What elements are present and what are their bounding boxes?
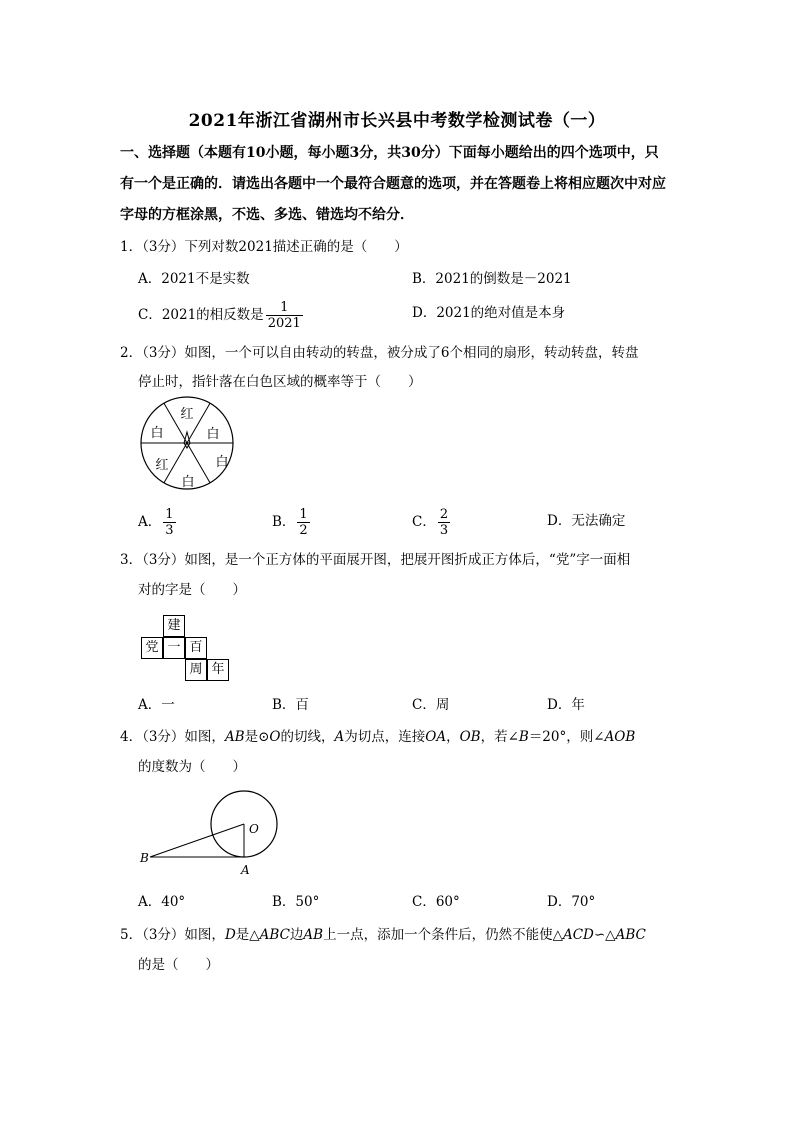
fraction [163, 507, 175, 538]
question-3-option-a: A．一 [138, 697, 175, 713]
question-2-option-b [272, 507, 310, 538]
var-b: B [518, 729, 529, 745]
question-4-stem-line-2: 的度数为（ ） [138, 759, 246, 775]
var-oa: OA [425, 729, 447, 745]
text: 4．（3分）如图， [120, 729, 225, 745]
text: 上一点，添加一个条件后，仍然不能使△ [323, 927, 563, 943]
fraction [266, 300, 303, 331]
net-cell-jian: 建 [163, 615, 185, 637]
section-heading-line-3: 字母的方框涂黑，不选、多选、错选均不给分． [120, 207, 414, 223]
text: ∽△ [593, 927, 616, 943]
question-1-option-a: A．2021不是实数 [138, 271, 250, 287]
fraction-numerator: 1 [165, 507, 174, 522]
point-label-o: O [249, 822, 259, 836]
question-3-option-d: D．年 [547, 697, 585, 713]
var-aob: AOB [604, 729, 636, 745]
net-cell-yi: 一 [163, 637, 185, 659]
question-3-stem-line-1: 3．（3分）如图，是一个正方体的平面展开图，把展开图折成正方体后，“党”字一面相 [120, 552, 631, 568]
question-1-option-c [138, 300, 303, 331]
question-3-stem-line-2: 对的字是（ ） [138, 582, 246, 598]
text: 的切线， [280, 729, 335, 745]
question-1-stem: 1．（3分）下列对数2021描述正确的是（ ） [120, 239, 408, 255]
cube-net-figure [141, 615, 231, 681]
spinner-figure [134, 396, 244, 496]
question-1-option-c-text: C．2021的相反数是 [138, 307, 264, 323]
fraction-denominator: 3 [165, 523, 174, 538]
question-5-stem-line-2: 的是（ ） [138, 957, 219, 973]
option-label: A． [138, 514, 162, 530]
net-cell-zhou: 周 [185, 659, 207, 681]
var-ab: AB [224, 729, 245, 745]
sector-bottom: 白 [181, 475, 195, 490]
question-3-option-b: B．百 [272, 697, 309, 713]
text: ， [446, 729, 460, 745]
fraction-denominator: 3 [439, 523, 449, 538]
fraction [297, 507, 309, 538]
text: 边 [289, 927, 304, 943]
question-5-stem-line-1 [120, 921, 680, 950]
net-cell-nian: 年 [207, 659, 229, 681]
sector-upper-right: 白 [206, 427, 220, 442]
var-o: O [269, 729, 281, 745]
question-4-option-a: A．40° [138, 894, 186, 910]
question-2-option-d: D．无法确定 [547, 513, 626, 529]
text: 是△ [235, 927, 260, 943]
var-abc: ABC [259, 927, 290, 943]
option-label: C． [412, 514, 436, 530]
var-ob: OB [459, 729, 481, 745]
fraction-numerator: 1 [299, 507, 308, 522]
question-3-option-c: C．周 [412, 697, 450, 713]
text: 5．（3分）如图， [120, 927, 225, 943]
option-label: B． [272, 514, 296, 530]
page-title: 2021年浙江省湖州市长兴县中考数学检测试卷（一） [188, 111, 606, 131]
text: 为切点，连接 [344, 729, 426, 745]
var-abc: ABC [615, 927, 646, 943]
question-2-stem-line-2: 停止时，指针落在白色区域的概率等于（ ） [138, 374, 422, 390]
section-heading-line-2: 有一个是正确的．请选出各题中一个最符合题意的选项，并在答题卷上将相应题次中对应 [120, 176, 666, 192]
tangent-circle-figure [134, 790, 284, 882]
var-ab: AB [303, 927, 324, 943]
section-heading-line-1: 一、选择题（本题有10小题，每小题3分，共30分）下面每小题给出的四个选项中，只 [120, 145, 659, 161]
fraction-numerator: 1 [266, 300, 303, 316]
fraction-denominator: 2021 [267, 316, 301, 331]
var-d: D [224, 927, 236, 943]
question-1-option-b: B．2021的倒数是－2021 [412, 271, 572, 287]
var-acd: ACD [562, 927, 594, 943]
net-cell-bai: 百 [185, 637, 207, 659]
question-2-option-c [412, 507, 450, 538]
var-a: A [334, 729, 345, 745]
sector-top: 红 [180, 407, 194, 422]
question-4-option-c: C．60° [412, 894, 460, 910]
question-4-option-d: D．70° [547, 894, 596, 910]
question-2-stem-line-1: 2．（3分）如图，一个可以自由转动的转盘，被分成了6个相同的扇形，转动转盘，转盘 [120, 345, 639, 361]
question-1-option-d: D．2021的绝对值是本身 [412, 305, 566, 321]
sector-lower-left: 红 [155, 458, 169, 473]
question-2-option-a [138, 507, 176, 538]
text: 是⊙ [244, 729, 270, 745]
fraction-numerator: 2 [439, 507, 449, 522]
sector-upper-left: 白 [150, 426, 164, 441]
net-cell-dang: 党 [141, 637, 163, 659]
fraction-denominator: 2 [299, 523, 308, 538]
question-4-option-b: B．50° [272, 894, 320, 910]
point-label-a: A [241, 863, 250, 877]
sector-lower-right: 白 [215, 455, 229, 470]
point-label-b: B [140, 851, 149, 865]
text: ，若∠ [480, 729, 519, 745]
fraction [438, 507, 450, 538]
question-4-stem-line-1 [120, 723, 680, 752]
text: ＝20°，则∠ [528, 729, 605, 745]
